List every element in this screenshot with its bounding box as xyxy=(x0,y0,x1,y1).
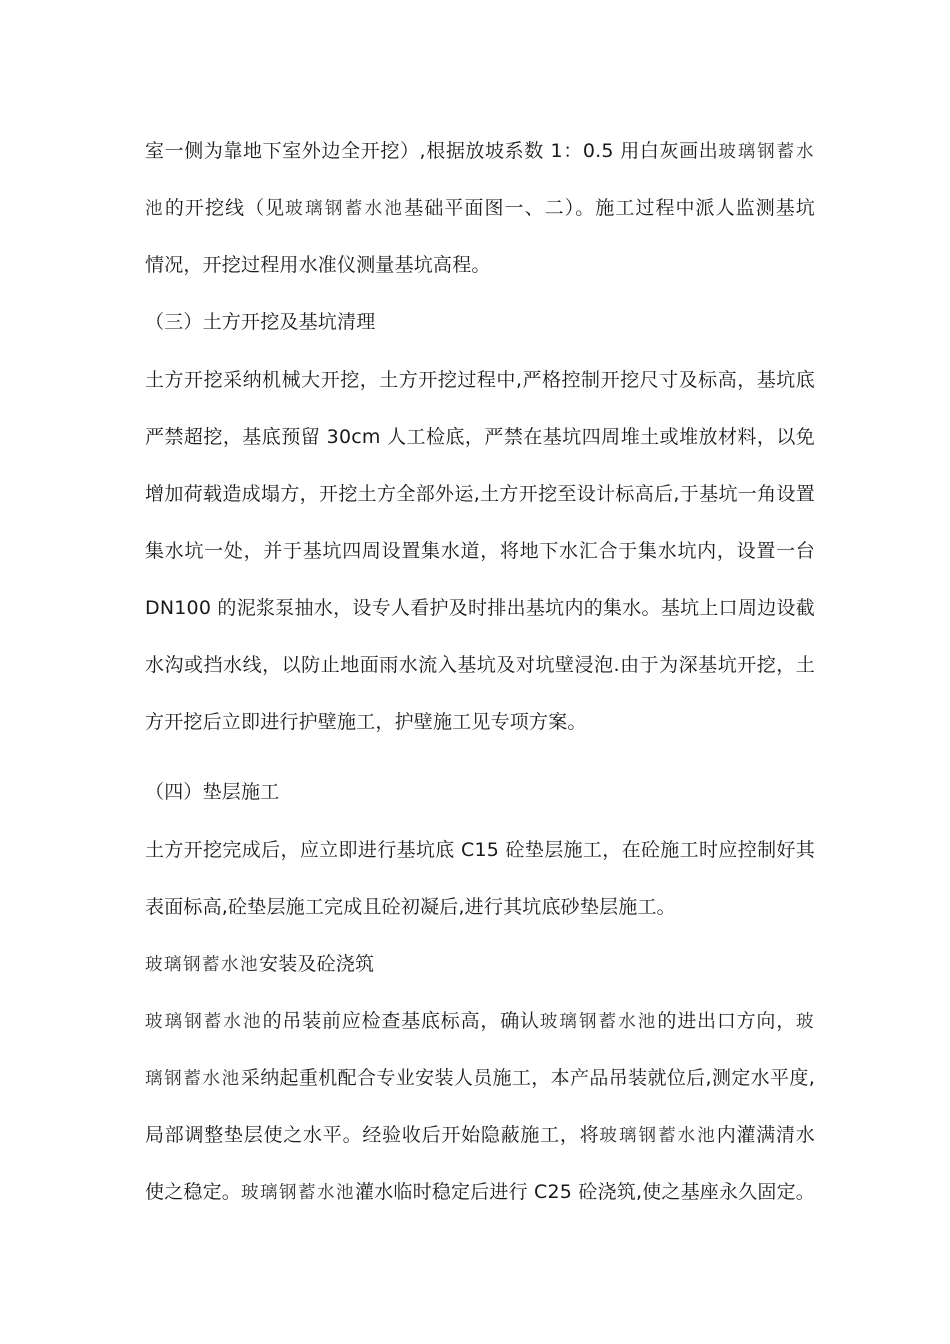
text-run: 情况，开挖过程用水准仪测量基坑高程。 xyxy=(145,254,491,276)
text-line xyxy=(145,1007,815,1036)
text-line xyxy=(145,194,815,223)
term-run: 玻璃钢蓄水池 xyxy=(145,1012,263,1032)
text-run: 采纳起重机配合专业安装人员施工，本产品吊装就位后,测定水平度, xyxy=(240,1067,816,1089)
text-run: 的进出口方向， xyxy=(657,1010,797,1032)
text-line xyxy=(145,423,815,451)
text-line xyxy=(145,1178,815,1207)
text-run: 室一侧为靠地下室外边全开挖）,根据放坡系数 1：0.5 用白灰画出 xyxy=(145,140,719,162)
term-run: 玻璃钢蓄水池 xyxy=(539,1012,658,1032)
text-run: 土方开挖完成后，应立即进行基坑底 C15 砼垫层施工，在砼施工时应控制好其 xyxy=(145,839,815,861)
text-run: 局部调整垫层使之水平。经验收后开始隐蔽施工，将 xyxy=(145,1124,600,1146)
text-line xyxy=(145,251,815,279)
heading-text: （四）垫层施工 xyxy=(145,781,280,803)
text-run: 表面标高,砼垫层施工完成且砼初凝后,进行其坑底砂垫层施工。 xyxy=(145,896,676,918)
text-run: 土方开挖采纳机械大开挖，土方开挖过程中,严格控制开挖尺寸及标高，基坑底 xyxy=(145,369,815,391)
text-run: DN100 的泥浆泵抽水，设专人看护及时排出基坑内的集水。基坑上口周边设截 xyxy=(145,597,815,619)
term-run: 璃钢蓄水池 xyxy=(145,1069,241,1089)
text-run: 的吊装前应检查基底标高，确认 xyxy=(262,1010,540,1032)
term-run: 玻璃钢蓄水池 xyxy=(285,199,405,219)
text-line xyxy=(145,651,815,679)
text-run: 使之稳定。 xyxy=(145,1181,242,1203)
term-run: 玻 xyxy=(796,1012,816,1032)
text-run: 水沟或挡水线，以防止地面雨水流入基坑及对坑壁浸泡.由于为深基坑开挖，土 xyxy=(145,654,815,676)
term-run: 玻璃钢蓄水池 xyxy=(145,955,259,975)
text-line xyxy=(145,137,815,166)
term-run: 玻璃钢蓄水池 xyxy=(241,1183,356,1203)
text-line xyxy=(145,893,815,921)
text-line xyxy=(145,1121,815,1150)
text-run: 方开挖后立即进行护壁施工，护壁施工见专项方案。 xyxy=(145,711,587,733)
text-line xyxy=(145,594,815,622)
text-run: 内灌满清水 xyxy=(716,1124,815,1146)
section-heading xyxy=(145,950,815,979)
term-run: 玻璃钢蓄水池 xyxy=(599,1126,717,1146)
term-run: 玻璃钢蓄水 xyxy=(718,142,816,162)
term-run: 池 xyxy=(145,199,165,219)
text-run: 集水坑一处，并于基坑四周设置集水道，将地下水汇合于集水坑内，设置一台 xyxy=(145,540,815,562)
text-line xyxy=(145,836,815,864)
section-heading xyxy=(145,778,815,806)
text-run: 基础平面图一、二）。施工过程中派人监测基坑 xyxy=(404,197,816,219)
text-run: 增加荷载造成塌方，开挖土方全部外运,土方开挖至设计标高后,于基坑一角设置 xyxy=(145,483,815,505)
heading-text: 安装及砼浇筑 xyxy=(259,953,375,975)
text-line xyxy=(145,480,815,508)
text-line xyxy=(145,366,815,394)
heading-text: （三）土方开挖及基坑清理 xyxy=(145,311,376,333)
text-run: 严禁超挖，基底预留 30cm 人工检底，严禁在基坑四周堆土或堆放材料，以免 xyxy=(145,426,815,448)
section-heading xyxy=(145,308,815,336)
text-line xyxy=(145,537,815,565)
text-run: 灌水临时稳定后进行 C25 砼浇筑,使之基座永久固定。 xyxy=(355,1181,815,1203)
text-line xyxy=(145,1064,815,1093)
text-run: 的开挖线（见 xyxy=(164,197,286,219)
text-line xyxy=(145,708,815,736)
